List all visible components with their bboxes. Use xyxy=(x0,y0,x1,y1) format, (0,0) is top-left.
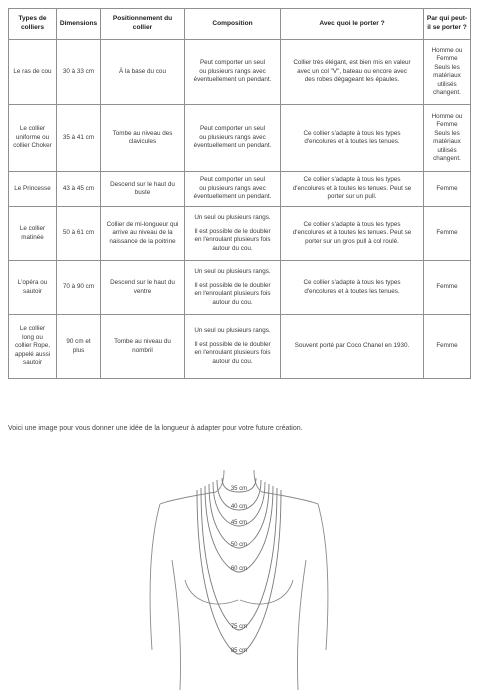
illustration-caption: Voici une image pour vous donner une idée de la longueur à adapter pour votre future création. xyxy=(8,425,303,432)
cell-text-line: en l'enroulant plusieurs fois xyxy=(194,349,271,356)
table-cell xyxy=(101,207,185,261)
cell-text-line: Homme ou xyxy=(431,112,463,120)
table-cell xyxy=(424,261,471,315)
column-header xyxy=(9,9,57,40)
cell-text-line: naissance de la poitrine xyxy=(109,237,176,245)
cell-text-line: changent. xyxy=(433,155,461,162)
cell-text-line: Ce collier s'adapte à tous les types xyxy=(303,129,401,137)
cell-text-line: 30 à 33 cm xyxy=(62,67,95,75)
cell-text-line: Tombe au niveau des xyxy=(112,129,173,137)
right-torso-line xyxy=(297,560,306,690)
cell-text-line: Le collier xyxy=(19,325,46,333)
cell-text-line: matériaux xyxy=(433,72,461,79)
table-cell xyxy=(57,315,101,379)
table-cell xyxy=(281,172,424,207)
table-cell xyxy=(185,261,281,315)
table-cell xyxy=(9,105,57,172)
right-shoulder-line xyxy=(262,492,318,504)
cell-text-line: Femme xyxy=(436,283,458,291)
table-cell xyxy=(101,172,185,207)
cell-text-line: Collier très élégant, est bien mis en valeur xyxy=(293,59,411,67)
cell-text-line: buste xyxy=(134,189,151,196)
left-torso-line xyxy=(172,560,181,690)
necklace-length-label: 85 cm xyxy=(230,648,248,654)
cell-text-line: autour du cou. xyxy=(212,357,253,365)
column-header xyxy=(281,9,424,40)
necklace-curve xyxy=(205,486,273,572)
cell-text-line: collier Choker xyxy=(13,142,52,150)
column-header xyxy=(57,9,101,40)
cell-text-line: Homme ou xyxy=(431,46,463,54)
cell-text-line: porter sur un pull. xyxy=(327,193,377,201)
cell-text-line: Femme xyxy=(436,121,458,128)
right-arm-line xyxy=(318,504,328,650)
column-header xyxy=(185,9,281,40)
cell-text-line: appelé aussi xyxy=(14,350,51,358)
cell-text-line: éventuellement un pendant. xyxy=(193,76,272,84)
table-cell xyxy=(185,315,281,379)
cell-text-line: Souvent porté par Coco Chanel en 1930. xyxy=(294,342,410,350)
cell-text-line: Un seul ou plusieurs rangs. xyxy=(194,268,271,275)
header-text-line: Positionnement du collier xyxy=(112,15,173,31)
cell-text-line: 35 à 41 cm xyxy=(62,133,95,141)
cell-text-line: Descend sur le haut du xyxy=(110,279,175,286)
cell-text-line: sautoir xyxy=(23,287,42,295)
table-cell xyxy=(101,105,185,172)
table-cell xyxy=(281,207,424,261)
cell-text-line: collier Rope, xyxy=(15,342,50,350)
cell-text-line: autour du cou. xyxy=(212,244,253,252)
header-text-line: colliers xyxy=(20,24,45,31)
table-cell xyxy=(57,105,101,172)
left-arm-line xyxy=(150,504,160,650)
table-cell xyxy=(281,40,424,105)
cell-text-line: L'opéra ou xyxy=(17,279,48,286)
cell-text-line: clavicules xyxy=(128,138,157,145)
necklace-length-label: 35 cm xyxy=(230,486,248,492)
cell-text-line: Femme xyxy=(436,342,458,350)
bust-outline xyxy=(150,470,328,690)
table-cell xyxy=(281,105,424,172)
table-cell xyxy=(9,40,57,105)
cell-text-line: Femme xyxy=(436,229,458,237)
table-cell xyxy=(185,105,281,172)
cell-text-line: matinée xyxy=(21,233,44,241)
cell-text-line: éventuellement un pendant. xyxy=(193,193,272,201)
column-header xyxy=(424,9,471,40)
table-cell xyxy=(424,172,471,207)
cell-text-line: Il est possible de le doubler xyxy=(194,340,271,348)
table-cell xyxy=(185,172,281,207)
table-row xyxy=(9,315,471,379)
cell-text-line: d'encolures et à toutes les tenues. xyxy=(304,287,400,295)
cell-text-line: ou plusieurs rangs avec xyxy=(199,67,266,75)
cell-text-line: long ou xyxy=(22,333,43,341)
column-header xyxy=(101,9,185,40)
table-cell xyxy=(281,261,424,315)
cell-text-line: Tombe au niveau du xyxy=(114,338,171,345)
table-cell xyxy=(9,261,57,315)
cell-text-line: arrive au niveau de la xyxy=(112,229,173,237)
cell-text-line: utilisés xyxy=(437,80,457,88)
table-cell xyxy=(57,172,101,207)
table-row xyxy=(9,105,471,172)
table-cell xyxy=(9,315,57,379)
table-cell xyxy=(424,105,471,172)
necklace-length-label: 50 cm xyxy=(230,542,248,548)
left-shoulder-line xyxy=(160,492,216,504)
cell-text-line: autour du cou. xyxy=(212,298,253,306)
cell-text-line: nombril xyxy=(132,346,153,354)
header-text-line: Types de xyxy=(18,15,47,23)
cell-text-line: Peut comporter un seul xyxy=(199,59,266,67)
table-cell xyxy=(424,315,471,379)
necklace-length-diagram xyxy=(0,440,478,700)
cell-text-line: plus xyxy=(72,346,85,354)
necklace-curves xyxy=(197,478,281,654)
cell-text-line: Il est possible de le doubler xyxy=(194,227,271,235)
table-cell xyxy=(101,40,185,105)
cell-text-line: 43 à 45 cm xyxy=(62,184,95,192)
necklace-length-label: 45 cm xyxy=(230,520,248,526)
table-body xyxy=(9,40,471,379)
cell-text-line: Femme xyxy=(436,184,458,192)
table-cell xyxy=(101,261,185,315)
cell-text-line: uniforme ou xyxy=(15,133,50,141)
cell-text-line: d'encolures et à toutes les tenues. Peut se xyxy=(292,184,412,192)
cell-text-line: Seuls les xyxy=(434,63,460,71)
cell-text-line: Ce collier s'adapte à tous les types xyxy=(303,176,401,184)
cell-text-line: en l'enroulant plusieurs fois xyxy=(194,236,271,243)
cell-text-line: À la base du cou xyxy=(119,67,166,75)
cell-text-line: porter sur un gros pull à col roulé. xyxy=(305,237,399,245)
table-cell xyxy=(101,315,185,379)
table-cell xyxy=(9,207,57,261)
cell-text-line: sautoir xyxy=(23,359,42,367)
cell-text-line: 90 cm et xyxy=(66,338,91,345)
table-cell xyxy=(424,207,471,261)
cell-text-line: Collier de mi-longueur qui xyxy=(106,220,179,228)
header-text-line: Dimensions xyxy=(59,19,98,27)
table-row xyxy=(9,172,471,207)
cell-text-line: d'encolures et à toutes les tenues. xyxy=(304,138,400,145)
table-row xyxy=(9,40,471,105)
cell-text-line: changent. xyxy=(433,89,461,96)
table-cell xyxy=(185,40,281,105)
header-text-line: il se porter ? xyxy=(427,24,467,31)
table-cell xyxy=(57,40,101,105)
table-row xyxy=(9,207,471,261)
cell-text-line: matériaux xyxy=(433,138,461,145)
cell-text-line: Le collier xyxy=(19,125,46,133)
cell-text-line: Un seul ou plusieurs rangs. xyxy=(194,327,271,334)
table-row xyxy=(9,261,471,315)
table-cell xyxy=(424,40,471,105)
table-cell xyxy=(9,172,57,207)
necklace-length-label: 40 cm xyxy=(230,504,248,510)
cell-text-line: utilisés xyxy=(437,146,457,154)
necklace-types-table xyxy=(8,8,471,379)
cell-text-line: Femme xyxy=(436,55,458,62)
cell-text-line: Seuls les xyxy=(434,129,460,137)
cell-text-line: Le ras de cou xyxy=(13,67,52,75)
cell-text-line: Ce collier s'adapte à tous les types xyxy=(303,279,401,286)
table-cell xyxy=(185,207,281,261)
header-text-line: Par qui peut- xyxy=(426,15,468,23)
cell-text-line: 70 à 90 cm xyxy=(62,283,95,291)
cell-text-line: Peut comporter un seul xyxy=(199,176,266,184)
header-text-line: Composition xyxy=(212,19,253,27)
cell-text-line: 50 à 61 cm xyxy=(62,229,95,237)
necklace-curve xyxy=(209,484,269,548)
cell-text-line: éventuellement un pendant. xyxy=(193,142,272,150)
necklace-length-label: 75 cm xyxy=(230,624,248,630)
cell-text-line: Un seul ou plusieurs rangs. xyxy=(194,214,271,221)
cell-text-line: Ce collier s'adapte à tous les types xyxy=(303,220,401,228)
cell-text-line: Le collier xyxy=(19,225,46,232)
cell-text-line: Il est possible de le doubler xyxy=(194,281,271,289)
cell-text-line: avec un col "V", bateau ou encore avec xyxy=(297,67,407,75)
cell-text-line: ou plusieurs rangs avec xyxy=(199,184,266,192)
cell-text-line: des robes dégageant les épaules. xyxy=(304,76,400,84)
header-text-line: Avec quoi le porter ? xyxy=(319,19,385,27)
necklace-length-label: 60 cm xyxy=(230,566,248,572)
cell-text-line: Peut comporter un seul xyxy=(199,125,266,133)
table-cell xyxy=(57,207,101,261)
cell-text-line: en l'enroulant plusieurs fois xyxy=(194,290,271,297)
cell-text-line: ou plusieurs rangs avec xyxy=(199,133,266,141)
cell-text-line: ventre xyxy=(133,287,152,295)
cell-text-line: d'encolures et à toutes les tenues. Peut se xyxy=(292,229,412,237)
table-cell xyxy=(281,315,424,379)
table-cell xyxy=(57,261,101,315)
cell-text-line: Descend sur le haut du xyxy=(110,180,175,188)
table-header-row xyxy=(9,9,471,40)
cell-text-line: Le Princesse xyxy=(14,184,51,192)
